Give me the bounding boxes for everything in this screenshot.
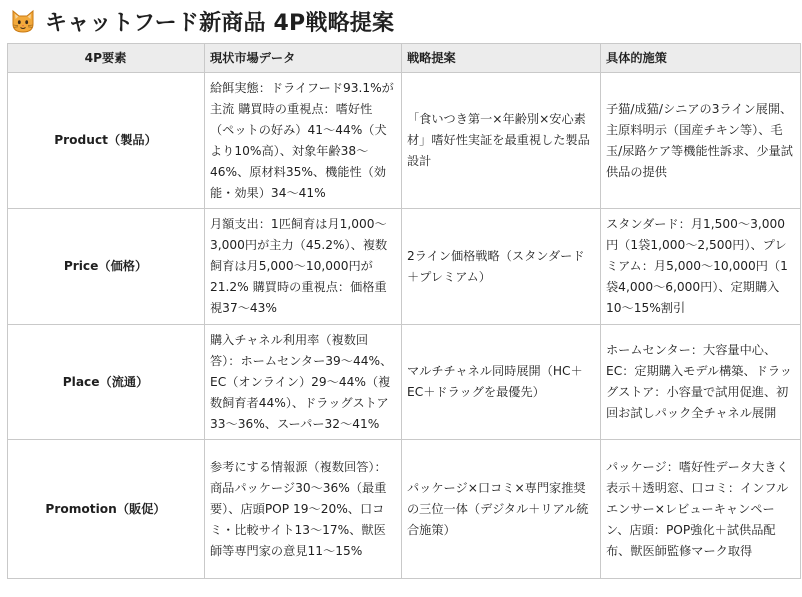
- cell-market-data: 購入チャネル利用率（複数回答）：ホームセンター39～44%、EC（オンライン）29～44%（複数飼育者44%）、ドラッグストア33～36%、スーパー32～41%: [205, 325, 402, 440]
- table-row: [8, 209, 801, 325]
- cell-measures: パッケージ：嗜好性データ大きく表示＋透明窓、口コミ：インフルエンサー×レビューキャンペーン、店頭：POP強化＋試供品配布、獣医師監修マーク取得: [601, 440, 801, 579]
- title-bar: [10, 4, 394, 38]
- cell-4p-element: Promotion（販促）: [8, 440, 205, 579]
- table-header-row: [8, 44, 801, 73]
- header-market-data: 現状市場データ: [205, 44, 402, 73]
- table-row: [8, 325, 801, 440]
- table-row: [8, 440, 801, 579]
- cell-market-data: 参考にする情報源（複数回答）：商品パッケージ30～36%（最重要）、店頭POP 19～20%、口コミ・比較サイト13～17%、獣医師等専門家の意見11～15%: [205, 440, 402, 579]
- cell-strategy: 「食いつき第一×年齢別×安心素材」嗜好性実証を最重視した製品設計: [402, 73, 601, 209]
- cat-face-icon: [10, 8, 36, 34]
- cell-strategy: 2ライン価格戦略（スタンダード＋プレミアム）: [402, 209, 601, 325]
- cell-measures: ホームセンター：大容量中心、EC：定期購入モデル構築、ドラッグストア：小容量で試用促進、初回お試しパック全チャネル展開: [601, 325, 801, 440]
- cell-market-data: 月額支出：1匹飼育は月1,000～3,000円が主力（45.2%）、複数飼育は月5,000～10,000円が21.2% 購買時の重視点：価格重視37～43%: [205, 209, 402, 325]
- header-measures: 具体的施策: [601, 44, 801, 73]
- cell-measures: スタンダード：月1,500～3,000円（1袋1,000～2,500円）、プレミアム：月5,000～10,000円（1袋4,000～6,000円）、定期購入10～15%割引: [601, 209, 801, 325]
- cell-4p-element: Place（流通）: [8, 325, 205, 440]
- page-title: キャットフード新商品 4P戦略提案: [45, 10, 395, 36]
- cell-4p-element: Product（製品）: [8, 73, 205, 209]
- cell-market-data: 給餌実態：ドライフード93.1%が主流 購買時の重視点：嗜好性（ペットの好み）41～44%（犬より10%高）、対象年齢38～46%、原材料35%、機能性（効能・効果）34～41%: [205, 73, 402, 209]
- cell-4p-element: Price（価格）: [8, 209, 205, 325]
- header-strategy: 戦略提案: [402, 44, 601, 73]
- cell-strategy: パッケージ×口コミ×専門家推奨の三位一体（デジタル＋リアル統合施策）: [402, 440, 601, 579]
- table-row: [8, 73, 801, 209]
- strategy-table: [7, 43, 801, 579]
- cell-measures: 子猫/成猫/シニアの3ライン展開、主原料明示（国産チキン等）、毛玉/尿路ケア等機能性訴求、少量試供品の提供: [601, 73, 801, 209]
- header-4p-element: 4P要素: [8, 44, 205, 73]
- cell-strategy: マルチチャネル同時展開（HC＋EC＋ドラッグを最優先）: [402, 325, 601, 440]
